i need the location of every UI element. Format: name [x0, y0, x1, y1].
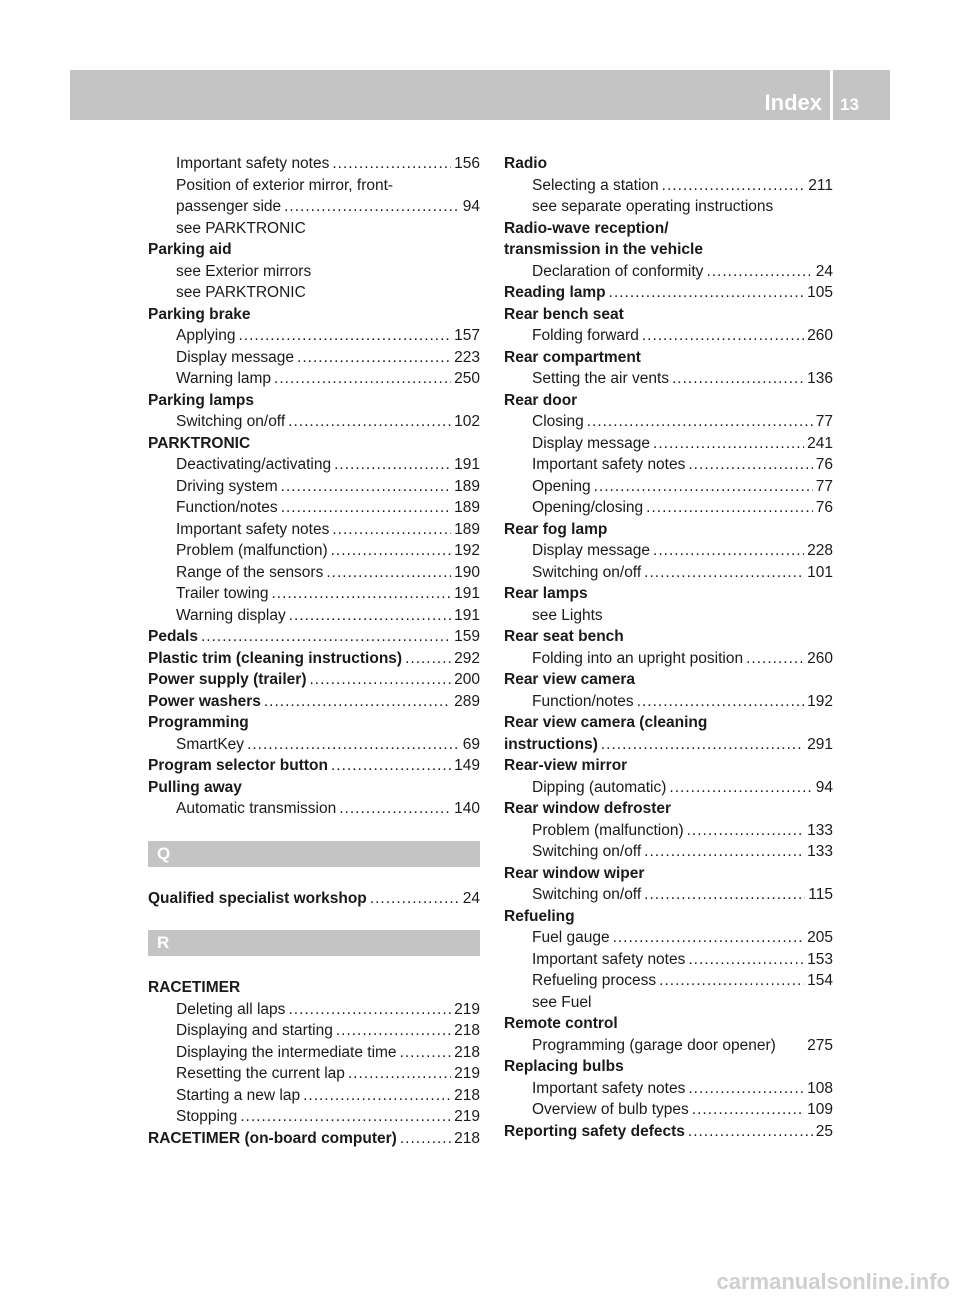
entry-text: passenger side — [176, 198, 282, 215]
index-subentry — [504, 175, 833, 197]
index-subentry — [148, 999, 480, 1021]
entry-text: Power washers — [148, 692, 261, 710]
index-entry — [148, 390, 480, 412]
entry-text: Overview of bulb types — [532, 1101, 689, 1118]
entry-text: Problem (malfunction) — [532, 821, 684, 839]
index-subentry — [504, 691, 833, 713]
index-subentry — [148, 1063, 480, 1085]
index-entry — [148, 712, 480, 734]
entry-text: Important safety notes — [176, 155, 330, 172]
index-entry — [148, 626, 480, 648]
entry-text: Automatic transmission — [176, 800, 337, 817]
leader-dots — [326, 562, 451, 584]
index-subentry — [148, 562, 480, 584]
watermark: carmanualsonline.info — [716, 1269, 950, 1294]
page-ref: 275 — [807, 1036, 833, 1054]
index-entry — [504, 906, 833, 928]
entry-text: Function/notes — [176, 499, 278, 516]
entry-text: Power supply (trailer) — [148, 671, 307, 688]
index-subentry — [148, 734, 480, 756]
entry-text: Dipping (automatic) — [532, 778, 667, 796]
leader-dots — [264, 691, 451, 713]
entry-text: Fuel gauge — [532, 929, 610, 946]
index-subentry — [148, 798, 480, 820]
entry-text: see separate operating instructions — [532, 198, 774, 215]
entry-text: Switching on/off — [532, 563, 642, 581]
index-subentry — [148, 497, 480, 519]
index-entry — [504, 798, 833, 820]
entry-text: Programming (garage door opener) — [532, 1036, 776, 1054]
index-subentry — [148, 282, 480, 304]
entry-text: Switching on/off — [532, 886, 642, 903]
page-ref: 24 — [815, 262, 833, 280]
index-subentry — [504, 648, 833, 670]
index-entry — [148, 977, 480, 999]
entry-text: Replacing bulbs — [504, 1058, 624, 1075]
page-ref: 241 — [807, 434, 833, 452]
leader-dots — [332, 153, 451, 175]
entry-text: Switching on/off — [532, 843, 642, 860]
index-subentry — [504, 777, 833, 799]
index-subentry — [148, 347, 480, 369]
page-ref: 218 — [454, 1129, 480, 1147]
entry-text: Warning lamp — [176, 370, 272, 387]
leader-dots — [706, 261, 812, 283]
index-subentry — [504, 497, 833, 519]
leader-dots — [284, 196, 460, 218]
leader-dots — [201, 626, 451, 648]
index-entry — [148, 691, 480, 713]
leader-dots — [348, 1063, 451, 1085]
leader-dots — [297, 347, 451, 369]
page-ref: 219 — [454, 1065, 480, 1082]
entry-text: Important safety notes — [532, 1079, 686, 1097]
page-ref: 133 — [807, 821, 833, 839]
page-ref: 218 — [454, 1043, 480, 1061]
leader-dots — [370, 888, 460, 910]
header-divider — [830, 70, 833, 120]
index-column-right — [504, 153, 833, 1142]
entry-text: see PARKTRONIC — [176, 284, 306, 301]
page-ref: 250 — [454, 370, 480, 387]
leader-dots — [288, 999, 451, 1021]
index-subentry — [148, 218, 480, 240]
entry-text: Resetting the current lap — [176, 1065, 345, 1082]
leader-dots — [746, 648, 804, 670]
entry-text: see Lights — [532, 606, 603, 624]
entry-text: Parking brake — [148, 305, 251, 323]
index-entry — [148, 669, 480, 691]
index-entry — [148, 433, 480, 455]
page-ref: 292 — [454, 649, 480, 667]
entry-text: Stopping — [176, 1108, 238, 1125]
page-ref: 189 — [454, 520, 480, 538]
leader-dots — [332, 519, 451, 541]
entry-text: Applying — [176, 327, 236, 344]
page-ref: 94 — [462, 198, 480, 215]
section-header: R — [148, 930, 480, 956]
entry-text: Reading lamp — [504, 284, 606, 301]
page-ref: 77 — [815, 477, 833, 495]
index-subentry — [148, 1020, 480, 1042]
page-ref: 218 — [454, 1022, 480, 1039]
index-subentry — [504, 411, 833, 433]
index-subentry — [504, 325, 833, 347]
leader-dots — [646, 497, 813, 519]
index-entry — [504, 519, 833, 541]
index-subentry — [504, 1099, 833, 1121]
leader-dots — [687, 820, 805, 842]
index-entry — [148, 1128, 480, 1150]
leader-dots — [400, 1128, 451, 1150]
page-ref: 140 — [454, 800, 480, 817]
entry-text: Rear window defroster — [504, 800, 672, 817]
leader-dots — [601, 734, 804, 756]
page-ref: 191 — [454, 585, 480, 602]
entry-text: Function/notes — [532, 692, 634, 710]
entry-text: Pulling away — [148, 778, 242, 796]
entry-text: Remote control — [504, 1015, 618, 1032]
entry-text: Important safety notes — [532, 456, 686, 473]
index-subentry — [148, 411, 480, 433]
entry-text: Plastic trim (cleaning instructions) — [148, 649, 403, 667]
page-ref: 153 — [807, 950, 833, 968]
entry-text: Display message — [532, 542, 651, 559]
index-entry — [504, 347, 833, 369]
leader-dots — [644, 884, 805, 906]
leader-dots — [281, 497, 451, 519]
index-entry — [504, 1056, 833, 1078]
entry-text: Range of the sensors — [176, 563, 324, 581]
page-ref: 219 — [454, 1108, 480, 1125]
entry-text: Parking lamps — [148, 391, 254, 409]
page-ref: 211 — [808, 176, 833, 194]
entry-text: Folding forward — [532, 327, 639, 344]
page-ref: 191 — [454, 456, 480, 473]
page-ref: 190 — [454, 563, 480, 581]
leader-dots — [659, 970, 804, 992]
leader-dots — [642, 325, 804, 347]
page-ref: 291 — [807, 735, 833, 753]
entry-text: Rear view camera — [504, 671, 635, 688]
entry-text: Parking aid — [148, 241, 232, 258]
leader-dots — [400, 1042, 452, 1064]
index-subentry — [504, 433, 833, 455]
index-entry — [504, 1013, 833, 1035]
page-ref: 115 — [808, 886, 833, 903]
leader-dots — [594, 476, 813, 498]
leader-dots — [240, 1106, 451, 1128]
index-entry — [504, 282, 833, 304]
index-entry — [148, 304, 480, 326]
page-ref: 200 — [454, 671, 480, 688]
index-subentry — [148, 1085, 480, 1107]
entry-text: see Fuel — [532, 993, 592, 1011]
index-subentry — [504, 949, 833, 971]
leader-dots — [238, 325, 451, 347]
leader-dots — [405, 648, 451, 670]
index-subentry — [504, 540, 833, 562]
entry-text: Starting a new lap — [176, 1086, 301, 1104]
index-subentry — [504, 1078, 833, 1100]
entry-text: Deactivating/activating — [176, 456, 332, 473]
index-subentry — [504, 605, 833, 627]
index-subentry — [148, 476, 480, 498]
leader-dots — [288, 411, 451, 433]
page-ref: 260 — [807, 327, 833, 344]
entry-text: Rear bench seat — [504, 305, 624, 323]
entry-text: see Exterior mirrors — [176, 262, 312, 280]
page-ref: 149 — [454, 757, 480, 774]
entry-text: see PARKTRONIC — [176, 219, 306, 237]
leader-dots — [653, 540, 804, 562]
index-subentry — [148, 175, 480, 197]
entry-text: Folding into an upright position — [532, 649, 744, 667]
leader-dots — [644, 841, 804, 863]
entry-text: Reporting safety defects — [504, 1122, 685, 1140]
page-ref: 192 — [807, 692, 833, 710]
index-subentry — [148, 1042, 480, 1064]
index-entry — [504, 734, 833, 756]
entry-text: Driving system — [176, 477, 278, 495]
entry-text: Important safety notes — [176, 520, 330, 538]
entry-text: Closing — [532, 413, 584, 430]
entry-text: Opening/closing — [532, 499, 644, 516]
page-ref: 157 — [454, 327, 480, 344]
page-ref: 223 — [454, 348, 480, 366]
page-ref: 133 — [807, 843, 833, 860]
page-ref: 76 — [815, 499, 833, 516]
entry-text: Opening — [532, 477, 591, 495]
page-ref: 191 — [454, 606, 480, 624]
leader-dots — [644, 562, 804, 584]
entry-text: Rear fog lamp — [504, 520, 608, 538]
page-ref: 69 — [462, 735, 480, 753]
entry-text: Problem (malfunction) — [176, 542, 328, 559]
index-subentry — [148, 368, 480, 390]
page-ref: 159 — [454, 628, 480, 645]
entry-text: instructions) — [504, 735, 598, 753]
index-subentry — [148, 583, 480, 605]
index-entry — [504, 304, 833, 326]
index-entry — [504, 153, 833, 175]
entry-text: Rear window wiper — [504, 864, 645, 882]
index-subentry — [148, 196, 480, 218]
index-subentry — [504, 884, 833, 906]
page-ref: 228 — [807, 542, 833, 559]
index-subentry — [504, 368, 833, 390]
entry-text: Setting the air vents — [532, 370, 669, 387]
page-ref: 24 — [462, 889, 480, 907]
index-subentry — [504, 196, 833, 218]
page-ref: 189 — [454, 477, 480, 495]
entry-text: Pedals — [148, 628, 198, 645]
page-number: 13 — [840, 95, 859, 114]
index-entry — [148, 777, 480, 799]
entry-text: Displaying and starting — [176, 1022, 333, 1039]
entry-text: Warning display — [176, 606, 286, 624]
entry-text: Qualified specialist workshop — [148, 889, 367, 907]
leader-dots — [331, 755, 451, 777]
leader-dots — [309, 669, 451, 691]
page-ref: 77 — [815, 413, 833, 430]
entry-text: Program selector button — [148, 757, 328, 774]
entry-text: Trailer towing — [176, 585, 269, 602]
leader-dots — [688, 454, 812, 476]
entry-text: PARKTRONIC — [148, 434, 251, 452]
leader-dots — [688, 1121, 813, 1143]
leader-dots — [613, 927, 805, 949]
index-entry — [148, 755, 480, 777]
page-ref: 136 — [807, 370, 833, 387]
leader-dots — [688, 949, 804, 971]
entry-text: Rear view camera (cleaning — [504, 714, 708, 731]
index-subentry — [504, 454, 833, 476]
leader-dots — [662, 175, 806, 197]
index-entry — [504, 1121, 833, 1143]
entry-text: Rear door — [504, 391, 578, 409]
index-subentry — [148, 1106, 480, 1128]
entry-text: Important safety notes — [532, 950, 686, 968]
leader-dots — [336, 1020, 451, 1042]
leader-dots — [692, 1099, 804, 1121]
entry-text: Display message — [532, 434, 651, 452]
index-entry — [148, 648, 480, 670]
page-ref: 108 — [807, 1079, 833, 1097]
entry-text: Radio — [504, 155, 548, 172]
index-subentry — [504, 476, 833, 498]
index-subentry — [504, 1035, 833, 1057]
entry-text: SmartKey — [176, 735, 245, 753]
index-subentry — [504, 927, 833, 949]
leader-dots — [339, 798, 451, 820]
page-ref: 25 — [815, 1122, 833, 1140]
page-ref: 76 — [815, 456, 833, 473]
index-subentry — [504, 261, 833, 283]
index-entry — [504, 626, 833, 648]
leader-dots — [271, 583, 451, 605]
index-subentry — [504, 992, 833, 1014]
leader-dots — [334, 454, 451, 476]
index-subentry — [504, 562, 833, 584]
index-entry — [148, 239, 480, 261]
page-ref: 218 — [454, 1086, 480, 1104]
entry-text: Rear compartment — [504, 348, 641, 366]
entry-text: Refueling — [504, 907, 575, 925]
leader-dots — [274, 368, 451, 390]
leader-dots — [688, 1078, 804, 1100]
entry-text: Display message — [176, 348, 295, 366]
page-ref: 189 — [454, 499, 480, 516]
page-title: Index — [764, 90, 822, 115]
leader-dots — [653, 433, 804, 455]
entry-text: Rear lamps — [504, 585, 588, 602]
leader-dots — [303, 1085, 451, 1107]
index-entry — [504, 863, 833, 885]
entry-text: transmission in the vehicle — [504, 241, 703, 258]
entry-text: Position of exterior mirror, front- — [176, 176, 394, 194]
entry-text: Selecting a station — [532, 176, 659, 194]
page-ref: 109 — [807, 1101, 833, 1118]
entry-text: Switching on/off — [176, 413, 286, 430]
leader-dots — [587, 411, 813, 433]
leader-dots — [669, 777, 812, 799]
index-subentry — [148, 261, 480, 283]
page-ref: 205 — [807, 929, 833, 946]
index-entry — [504, 583, 833, 605]
leader-dots — [331, 540, 452, 562]
page-ref: 154 — [807, 972, 833, 989]
index-subentry — [504, 970, 833, 992]
page-ref: 101 — [807, 563, 833, 581]
page-ref: 289 — [454, 692, 480, 710]
leader-dots — [247, 734, 460, 756]
entry-text: Radio-wave reception/ — [504, 219, 669, 237]
leader-dots — [281, 476, 451, 498]
page-ref: 156 — [454, 155, 480, 172]
index-subentry — [504, 820, 833, 842]
index-subentry — [504, 841, 833, 863]
page-ref: 260 — [807, 649, 833, 667]
entry-text: Refueling process — [532, 972, 657, 989]
index-entry — [148, 888, 480, 910]
entry-text: Rear seat bench — [504, 628, 624, 645]
index-subentry — [148, 153, 480, 175]
index-column-left — [148, 153, 480, 1149]
entry-text: Rear-view mirror — [504, 757, 628, 774]
index-subentry — [148, 454, 480, 476]
entry-text: Displaying the intermediate time — [176, 1043, 397, 1061]
leader-dots — [637, 691, 804, 713]
page-ref: 192 — [454, 542, 480, 559]
entry-text: RACETIMER — [148, 979, 241, 996]
page-ref: 219 — [454, 1000, 480, 1018]
section-header: Q — [148, 841, 480, 867]
entry-text: Deleting all laps — [176, 1000, 286, 1018]
page-ref: 94 — [815, 778, 833, 796]
index-subentry — [148, 540, 480, 562]
page-ref: 102 — [454, 413, 480, 430]
index-entry — [504, 390, 833, 412]
entry-text: RACETIMER (on-board computer) — [148, 1129, 397, 1147]
leader-dots — [609, 282, 804, 304]
index-subentry — [148, 519, 480, 541]
index-subentry — [148, 605, 480, 627]
index-entry — [504, 239, 833, 261]
index-entry — [504, 755, 833, 777]
page-ref: 105 — [807, 284, 833, 301]
index-entry — [504, 218, 833, 240]
entry-text: Programming — [148, 714, 249, 731]
entry-text: Declaration of conformity — [532, 262, 704, 280]
index-entry — [504, 669, 833, 691]
index-entry — [504, 712, 833, 734]
leader-dots — [672, 368, 804, 390]
leader-dots — [289, 605, 451, 627]
index-subentry — [148, 325, 480, 347]
